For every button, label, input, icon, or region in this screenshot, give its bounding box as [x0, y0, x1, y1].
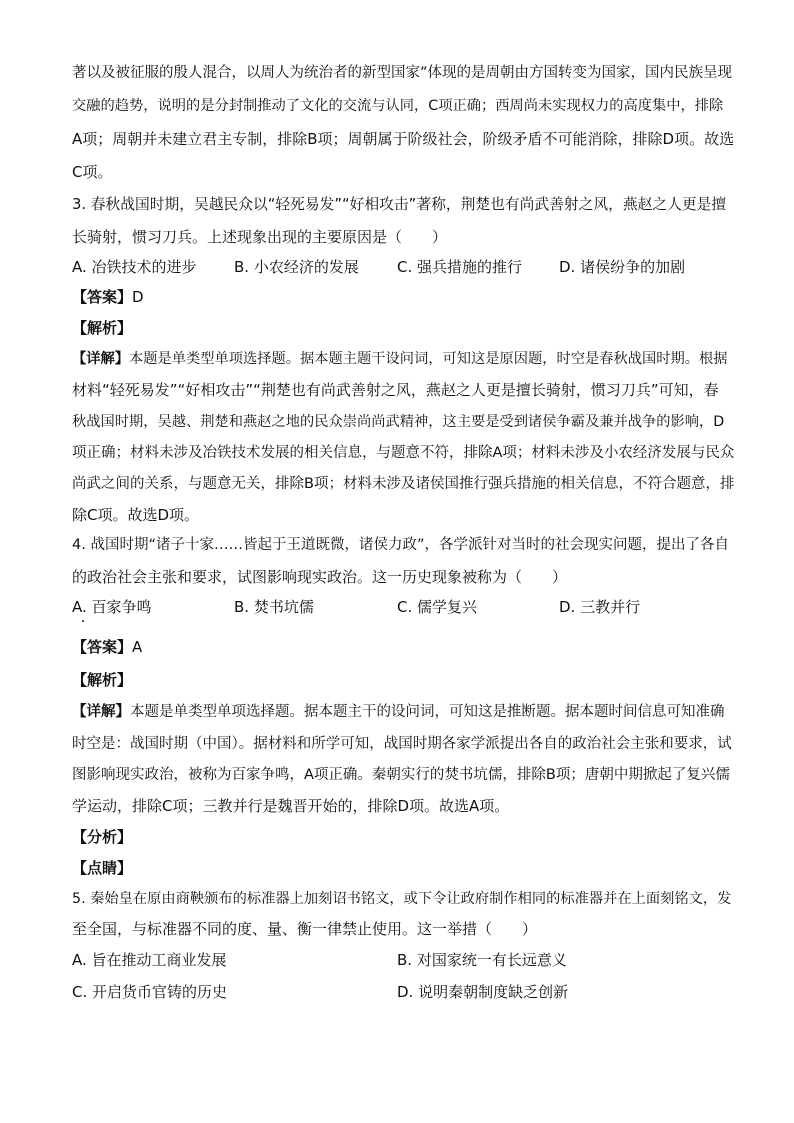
detail-tag: 【详解】 [72, 704, 130, 720]
q2-explanation-line: A项；周朝并未建立君主专制，排除B项；周朝属于阶级社会，阶级矛盾不可能消除，排除D项。故选 [72, 130, 735, 148]
q3-stem-line: 长骑射，惯习刀兵。上述现象出现的主要原因是（ ） [72, 228, 448, 246]
detail-text: 本题是单类型单项选择题。据本题主干的设问词，可知这是推断题。据本题时间信息可知准确 [130, 704, 725, 720]
q4-detail-line: 图影响现实政治，被称为百家争鸣，A项正确。秦朝实行的焚书坑儒，排除B项；唐朝中期掀起了复兴儒 [72, 767, 730, 783]
q5-option-d: D. 说明秦朝制度缺乏创新 [397, 983, 569, 1001]
q3-detail-line: 除C项。故选D项。 [72, 506, 200, 524]
q3-detail-line: 材料“轻死易发”“好相攻击”“荆楚也有尚武善射之风，燕赵之人更是擅长骑射，惯习刀兵”可知，春 [72, 381, 719, 399]
q3-detail-line: 尚武之间的关系，与题意无关，排除B项；材料未涉及诸侯国推行强兵措施的相关信息，不符合题意，排 [72, 476, 735, 492]
answer-tag: 【答案】 [72, 288, 133, 306]
q3-detail-line [72, 349, 728, 369]
q4-detail-line [72, 702, 725, 722]
answer-tag: 【答案】 [72, 638, 133, 656]
answer-value: A [132, 638, 143, 656]
stray-dot [82, 620, 84, 622]
q3-option-c: C. 强兵措施的推行 [397, 258, 523, 276]
q3-detail-line: 秋战国时期，吴越、荆楚和燕赵之地的民众崇尚尚武精神，这主要是受到诸侯争霸及兼并战争的影响，D [72, 414, 725, 430]
q4-dianjing-tag: 【点睛】 [72, 859, 133, 877]
q3-answer [72, 287, 144, 307]
q5-stem-line: 5. 秦始皇在原由商鞅颁布的标准器上加刻诏书铭文，或下令让政府制作相同的标准器并在上面刻铭文，发 [72, 891, 732, 907]
q4-detail-line: 学运动，排除C项；三教并行是魏晋开始的，排除D项。故选A项。 [72, 797, 510, 815]
q5-option-c: C. 开启货币官铸的历史 [72, 983, 228, 1001]
q5-option-b: B. 对国家统一有长远意义 [397, 951, 567, 969]
answer-value: D [132, 288, 144, 306]
q4-analysis-tag: 【解析】 [72, 671, 133, 689]
q5-stem-line: 至全国，与标准器不同的度、量、衡一律禁止使用。这一举措（ ） [72, 920, 538, 938]
q4-fenxi-tag: 【分析】 [72, 828, 133, 846]
detail-text: 本题是单类型单项选择题。据本题主题干设问词，可知这是原因题，时空是春秋战国时期。根据 [129, 351, 728, 367]
q3-detail-line: 项正确；材料未涉及冶铁技术发展的相关信息，与题意不符，排除A项；材料未涉及小农经济发展与民众 [72, 445, 735, 461]
q3-option-a: A. 冶铁技术的进步 [72, 258, 197, 276]
q2-explanation-line: 交融的趋势，说明的是分封制推动了文化的交流与认同，C项正确；西周尚未实现权力的高度集中，排除 [72, 98, 724, 114]
q3-analysis-tag: 【解析】 [72, 319, 133, 337]
q4-option-c: C. 儒学复兴 [397, 598, 478, 616]
q4-stem-line: 4. 战国时期“诸子十家……皆起于王道既微，诸侯力政”，各学派针对当时的社会现实问题，提出了各自 [72, 537, 729, 553]
q4-answer [72, 637, 142, 657]
q3-stem-line: 3. 春秋战国时期，吴越民众以“轻死易发”“好相攻击”著称，荆楚也有尚武善射之风，燕赵之人更是擅 [72, 196, 727, 213]
detail-tag: 【详解】 [72, 351, 130, 367]
q2-explanation-line: C项。 [72, 163, 113, 181]
q5-option-a: A. 旨在推动工商业发展 [72, 951, 227, 969]
q3-option-b: B. 小农经济的发展 [234, 258, 359, 276]
q3-option-d: D. 诸侯纷争的加剧 [559, 258, 686, 276]
q2-explanation-line: 著以及被征服的殷人混合，以周人为统治者的新型国家”体现的是周朝由方国转变为国家，国内民族呈现 [72, 65, 733, 81]
q4-option-b: B. 焚书坑儒 [234, 598, 314, 616]
q4-option-d: D. 三教并行 [559, 598, 641, 616]
q4-stem-line: 的政治社会主张和要求，试图影响现实政治。这一历史现象被称为（ ） [72, 568, 568, 586]
q4-option-a: A. 百家争鸣 [72, 598, 152, 616]
q4-detail-line: 时空是：战国时期（中国）。据材料和所学可知，战国时期各家学派提出各自的政治社会主张和要求，试 [72, 736, 732, 752]
